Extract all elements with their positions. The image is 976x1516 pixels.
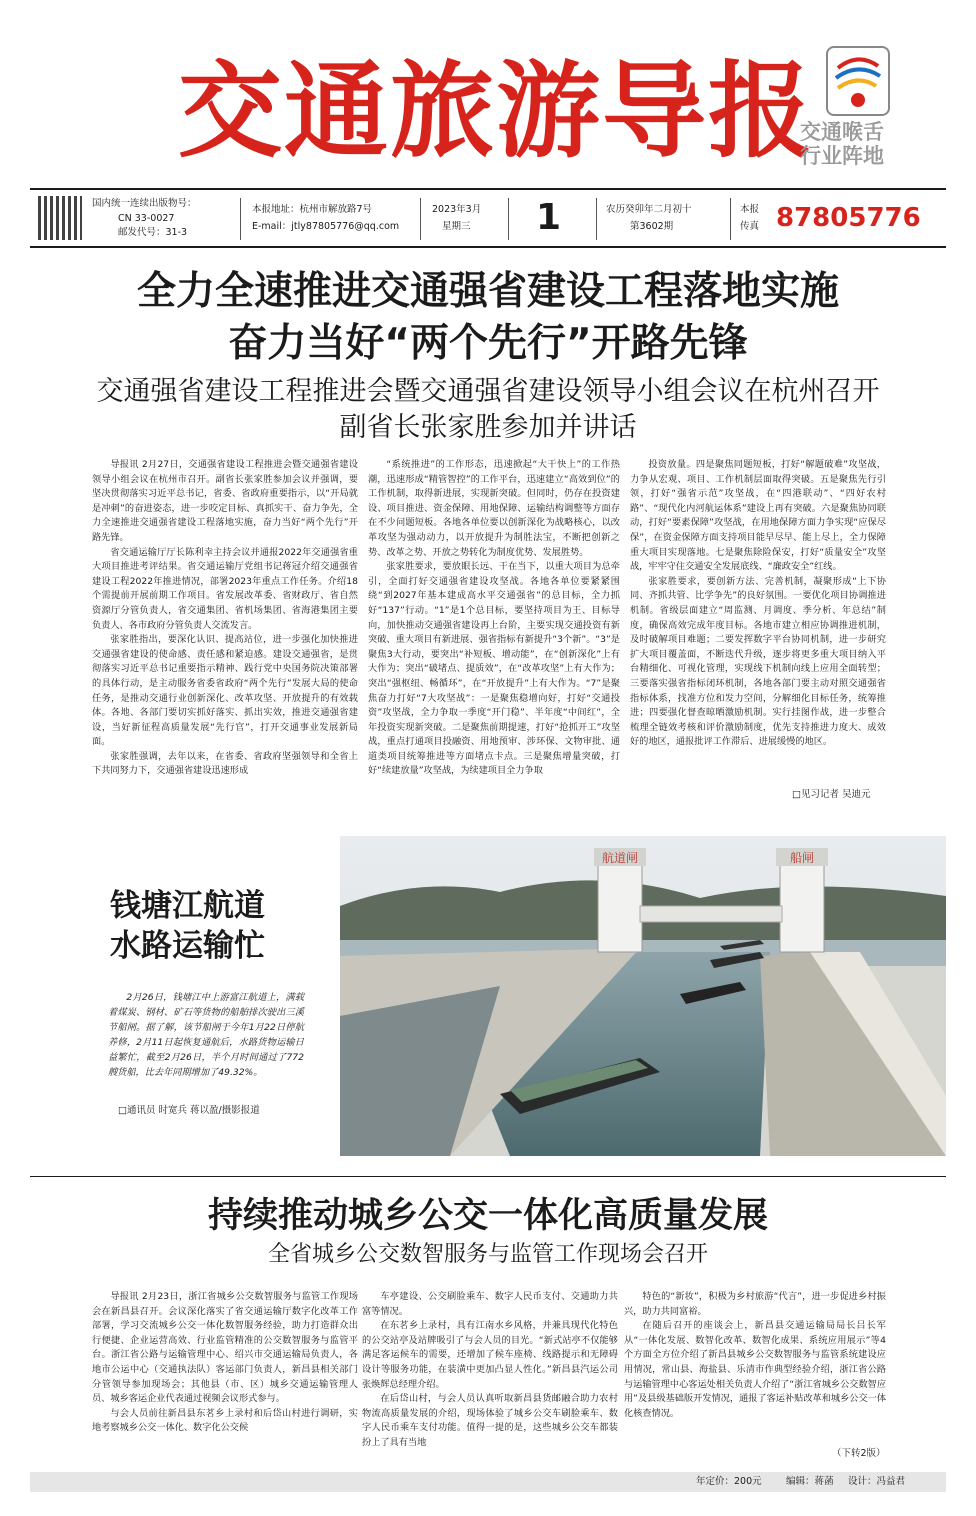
paragraph: 投资放量。四是聚焦同题短板，打好“解题破难”攻坚战，力争从宏观、项目、工作机制层面取得突破。五是聚焦先行引领，打好“强省示范”攻坚战，在“四港联动”、“四好农村路”、“现代化内河航运体系”建设上再有突破。六是聚焦协同联动，打好“要素保障”攻坚战，在用地保障方面力争实现“应保尽保”，在资金保障方面支持项目能早尽早、能上尽上，全力保障重大项目实现落地。七是聚焦除险保安，打好“质量安全”攻坚战，牢牢守住交通安全发展底线、“廉政安全”红线。	[630, 459, 886, 573]
paragraph: 张家胜要求，要创新方法、完善机制，凝聚形成“上下协同、齐抓共管、比学争先”的良好氛围。一要优化项目协调推进机制。省级层面建立“周监测、月调度、季分析、年总结”制度，确保高效完成年度目标。各地市建立相应协调推进机制，及时破解项目难题；二要发挥数字平台协同机制，进一步研究扩大项目覆盖面，不断迭代升级，逐步将更多重大项目纳入平台精细化、可视化管理，实现线下机制向线上应用全面转型；三要落实强省指标闭环机制，各地各部门要主动对照交通强省指标体系，找准方位和发力空间，分解细化目标任务，统筹推进；四要强化督查晾晒激励机制。实行挂图作战，进一步整合梳理全链效考核和评价激励制度，优先支持推进力度大、成效好的地区，通报批评工作滞后、进展缓慢的地区。	[630, 575, 886, 748]
newspaper-address: 本报地址：杭州市解放路7号	[252, 204, 373, 215]
newspaper-logo-icon	[826, 46, 890, 116]
second-article-column-1	[92, 1290, 358, 1462]
lead-headline-1: 全力全速推进交通强省建设工程落地实施	[136, 269, 839, 314]
masthead-title: 交通旅游导报	[178, 50, 815, 172]
gate-sign-left: 航道闸	[601, 851, 639, 865]
divider	[730, 198, 731, 240]
designer-credit: 设计：冯益君	[848, 1476, 906, 1487]
lead-byline: □见习记者 吴迪元	[792, 789, 871, 800]
lead-headline-2: 奋力当好“两个先行”开路先锋	[228, 321, 748, 366]
photo-credit: □通讯员 时宽兵 蒋以盈/摄影报道	[118, 1105, 260, 1116]
paragraph: 省交通运输厅厅长陈利幸主持会议并通报2022年交通强省重大项目推进考评结果。省交通运输厅党组书记蒋冠介绍交通强省建设工程2022年推进情况，部署2023年重点工作任务。介绍18个需提前开展前期工作项目。省发展改革委、省财政厅、省自然资源厅分管负责人，省交通集团、省机场集团、省海港集团主要负责人、各市政府分管负责人交流发言。	[92, 546, 358, 631]
lunar-date: 农历癸卯年二月初十	[606, 204, 692, 215]
paragraph: 在随后召开的座谈会上，新昌县交通运输局局长吕长军从“一体化发展、数智化改革、数智化成果、系统应用展示”等4个方面全方位介绍了新昌县城乡公交数智服务与监管系统建设应用情况，常山县、海盐县、乐清市作典型经验介绍，浙江省公路与运输管理中心客运处相关负责人介绍了“浙江省城乡公交数智应用”及县级基础版开发情况，通报了客运补贴改革和城乡公交一体化核查情况。	[624, 1320, 886, 1419]
lead-subhead-1: 交通强省建设工程推进会暨交通强省建设领导小组会议在杭州召开	[96, 376, 880, 407]
ship-lock-photo	[340, 836, 946, 1156]
issue-number: 第3602期	[630, 221, 674, 232]
gate-sign-right: 船闸	[789, 851, 815, 865]
paragraph: 张家胜强调，去年以来，在省委、省政府坚强领导和全省上下共同努力下，交通强省建设迅速形成	[92, 750, 358, 777]
lead-article-column-3	[630, 458, 886, 788]
second-headline: 持续推动城乡公交一体化高质量发展	[207, 1196, 768, 1236]
issue-date: 2023年3月	[432, 204, 482, 215]
slogan-line-1: 交通喉舌	[800, 120, 884, 144]
page-number: 1	[536, 197, 562, 238]
annual-price: 年定价：200元	[696, 1476, 762, 1487]
slogan-line-2: 行业阵地	[800, 144, 884, 168]
fax-label-1: 本报	[740, 204, 760, 215]
paragraph: 在后岱山村，与会人员认真听取新昌县货邮融合助力农村物流高质量发展的介绍，现场体验了城乡公交车刷脸乘车、数字人民币乘车支付功能。值得一提的是，这些城乡公交车都装扮上了具有当地	[362, 1393, 618, 1448]
divider	[508, 198, 509, 240]
divider	[240, 198, 241, 240]
divider	[420, 198, 421, 240]
lead-article-column-2	[368, 458, 620, 802]
section-rule	[30, 1176, 946, 1177]
paragraph: “系统推进”的工作形态，迅速掀起“大干快上”的工作热潮，迅速形成“精管智控”的工作平台，迅速建立“高效到位”的工作机制，取得新进展，实现新突破。但同时，仍存在投资建设、项目推进、资金保障、用地保障、运输结构调整等方面存在不少问题短板。各地各单位要以创新深化为战略核心，以改革攻坚为强动动力，以开放提升为制胜法宝，不断把创新之势、改革之势、开放之势转化为制度优势、发展胜势。	[368, 459, 620, 558]
issue-weekday: 星期三	[442, 221, 471, 232]
fax-number: 87805776	[776, 203, 921, 233]
second-subhead: 全省城乡公交数智服务与监管工作现场会召开	[267, 1242, 708, 1267]
ship-lock-illustration	[340, 836, 946, 1156]
photo-headline-1: 钱塘江航道	[110, 888, 265, 924]
second-article-column-3	[624, 1290, 886, 1442]
paragraph: 车亭建设、公交刷脸乘车、数字人民币支付、交通助力共富等情况。	[362, 1291, 618, 1317]
paragraph: 导报讯 2月23日，浙江省城乡公交数智服务与监管工作现场会在新昌县召开。会议深化落实了省交通运输厅数字化改革工作部署，学习交流城乡公交一体化数智服务经验，助力打造群众出行便捷、企业运营高效、行业监管精准的公交数智服务与监管平台。浙江省公路与运输管理中心、绍兴市交通运输局负责人，各地市公运中心（交通执法队）客运部门负责人，新昌县相关部门分管领导参加现场会；其他县（市、区）城乡交通运输管理人员、城乡客运企业代表通过视频会议形式参与。	[92, 1291, 358, 1405]
photo-caption: 2月26日，钱塘江中上游富江航道上，满载着煤炭、钢材、矿石等货物的船舶排次驶出三溪节船闸。据了解，该节船闸于今年1月22日停航养修，2月11日起恢复通航后，水路货物运输日益繁忙，截至2月26日，半个月时间通过了772艘货船，比去年同期增加了49.32%。	[108, 992, 304, 1078]
paragraph: 导报讯 2月27日，交通强省建设工程推进会暨交通强省建设领导小组会议在杭州市召开。副省长张家胜参加会议并强调，要坚决贯彻落实习近平总书记，省委、省政府重要指示，以“开局就是冲刺”的奋进姿态，进一步咬定目标、真抓实干、奋力争先，全力全速推进交通强省建设工程落地实施，奋力当好“两个先行”开路先锋。	[92, 459, 358, 543]
masthead-rule	[30, 188, 946, 190]
info-rule	[30, 246, 946, 248]
postal-code: 邮发代号：31-3	[118, 227, 188, 238]
paragraph: 张家胜指出，要深化认识、提高站位，进一步强化加快推进交通强省建设的使命感、责任感和紧迫感。建设交通强省，是贯彻落实习近平总书记重要指示精神、践行党中央国务院决策部署的具体行动，是主动服务省委省政府“两个先行”发展大局的使命任务，是推动交通行业创新深化、改革攻坚、开放提升的有效载体。各地、各部门要切实抓好落实、抓出实效，推进交通强省建设，当好新征程高质量发展“先行官”，打开交通事业发展新局面。	[92, 634, 358, 748]
publication-number: CN 33-0027	[118, 213, 175, 224]
lead-article-column-1	[92, 458, 358, 802]
newspaper-email: E-mail：jtly87805776@qq.com	[252, 221, 400, 232]
paragraph: 在东茗乡上录村，具有江南水乡风格，并兼具现代化特色的公交站亭及站牌吸引了与会人员的目光。“新式站亭不仅能够满足客运候车的需要，还增加了候车座椅、线路提示和无障碍设计等服务功能，在装潢中更加凸显人性化。”新昌县汽运公司张焕辉总经理介绍。	[362, 1320, 618, 1390]
fax-label-2: 传真	[740, 221, 760, 232]
paragraph: 与会人员前往新昌县东茗乡上录村和后岱山村进行调研，实地考察城乡公交一体化、数字化公交候	[92, 1407, 358, 1434]
lead-subhead-2: 副省长张家胜参加并讲话	[339, 412, 637, 443]
paragraph: 特色的“新妆”，积极为乡村旅游“代言”，进一步促进乡村振兴，助力共同富裕。	[624, 1291, 886, 1317]
publication-number-label: 国内统一连续出版物号：	[92, 198, 197, 209]
photo-headline-2: 水路运输忙	[110, 928, 265, 964]
paragraph: 张家胜要求，要放眼长远、干在当下，以重大项目为总牵引，全面打好交通强省建设攻坚战。各地各单位要紧紧围绕“到2027年基本建成高水平交通强省”的总目标，全力抓好“137”行动。“1”是1个总目标，要坚持项目为王、目标导向，加快推动交通强省建设再上台阶，主要实现交通投资有新突破、重大项目有新进展、强省指标有新提升“3个新”。“3”是聚焦3大行动，要突出“补短板、增动能”，在“创新深化”上有大作为；突出“破堵点、提质效”，在“改革攻坚”上有大作为；突出“强枢纽、畅循环”，在“开放提升”上有大作为。“7”是聚焦奋力打好“7大攻坚战”：一是聚焦稳增向好，打好“交通投资”攻坚战，全力争取一季度“开门稳”、半年度“中间红”，全年投资实现新突破。二是聚焦前期提速，打好“抢抓开工”攻坚战，重点打通项目投融资、用地预审、涉环保、文物审批、通道类项目统筹推进等方面堵点卡点。三是聚焦增量突破，打好“续建放量”攻坚战，为续建项目全力争取	[368, 561, 620, 777]
editor-credit: 编辑：蒋菡	[786, 1476, 834, 1487]
qr-code-icon	[38, 196, 82, 240]
continued-note: （下转2版）	[832, 1448, 886, 1459]
divider	[596, 198, 597, 240]
second-article-column-2	[362, 1290, 618, 1462]
